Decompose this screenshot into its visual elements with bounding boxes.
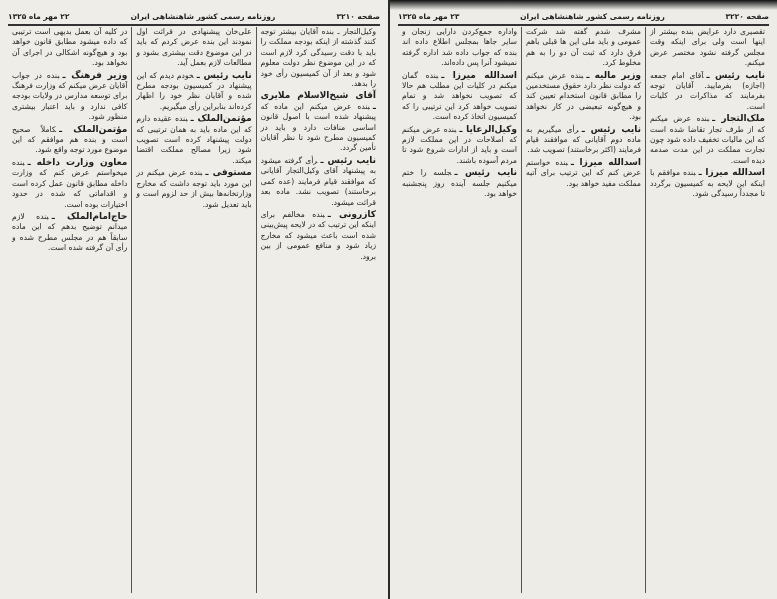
speaker-name: نایب رئیس ـ	[320, 155, 377, 166]
paragraph	[402, 71, 517, 123]
speaker-name: اسدالله میرزا ـ	[698, 168, 765, 179]
paragraph-text: وکیل‌التجار ـ بنده آقایان بیشتر توجه کنند گذشته از اینکه بودجه مملکت را باید با دقت رسیدگی کرد لازم است که در این موضوع نظر دولت معلوم شود و بعد از آن کمیسیون رأی خود را بدهد.	[260, 27, 376, 89]
masthead: روزنامه رسمی کشور شاهنشاهی ایران	[130, 11, 276, 21]
paragraph	[12, 212, 127, 254]
speaker-name: معاون وزارت داخله ـ	[27, 157, 128, 168]
speaker-name: نایب رئیس ـ	[581, 124, 641, 135]
text-column	[8, 27, 131, 593]
page-number: صفحه ۳۲۱۰	[336, 11, 380, 21]
text-columns	[8, 27, 380, 593]
speaker-name: کازرونی ـ	[327, 209, 377, 220]
text-column	[131, 27, 255, 593]
paragraph	[650, 114, 765, 166]
paragraph	[526, 125, 641, 156]
speaker-name: مستوفی ـ	[205, 168, 252, 179]
paragraph	[261, 27, 376, 89]
paragraph	[136, 27, 251, 69]
paragraph-text: بنده عرض میکنم این ماده که پیشنهاد شده است با اصول قانون اساسی منافات دارد و باید در کمیسیون مطرح شود تا نظر آقایان تأمین گردد.	[260, 101, 376, 153]
paragraph-text: آقای امام جمعه (اجازه) بفرمایید. آقایان توجه بفرمایند که مذاکرات در کلیات است.	[650, 70, 765, 111]
speaker-name: مؤتمن‌الملک ـ	[190, 114, 252, 125]
paragraph-text: بنده عقیده دارم که این ماده باید به همان ترتیبی که دولت پیشنهاد کرده است تصویب شود زیرا مصالح مملکت اقتضا میکند.	[136, 114, 252, 165]
paragraph	[12, 27, 127, 69]
paragraph-text: کاملاً صحیح است و بنده هم موافقم که این موضوع مورد توجه واقع شود.	[12, 124, 128, 155]
paragraph-text: واداره جمع‌کردن دارایی زنجان و سایر جاها بمجلس اطلاع داده اند بنده که جواب داده شد اداره گرفته نمیشود آنرا پس داده‌اند.	[402, 27, 517, 68]
paragraph-text: بنده گمان میکنم در کلیات این مطلب هم حالا که تصویب نخواهد شد و تمام تصویب خواهد کرد این ترتیبی را که کمیسیون اتخاذ کرده است.	[402, 70, 517, 122]
paragraph	[402, 168, 517, 199]
speaker-name: اسدالله میرزا ـ	[570, 157, 641, 168]
page-header	[398, 8, 769, 26]
speaker-name: مؤتمن‌الملک ـ	[59, 124, 128, 135]
paragraph-text: بنده مخالفم برای اینکه این ترتیب که در لایحه پیش‌بینی شده است باعث میشود که مخارج زیاد شود و منافع عمومی از بین برود.	[260, 209, 376, 261]
speaker-name: وزیر فرهنگ ـ	[62, 70, 128, 81]
speaker-name: نایب رئیس ـ	[454, 168, 517, 179]
paragraph-text: رأی میگیریم به ماده دوم آقایانی که موافقند قیام فرمایند (اکثر برخاستند) تصویب شد.	[526, 124, 641, 155]
paragraph	[402, 125, 517, 167]
paragraph-text: رأی گرفته میشود به پیشنهاد آقای وکیل‌التجار آقایانی که موافقند قیام فرمایند (عده کمی برخاستند) تصویب نشد. ماده بعد قرائت میشود.	[260, 155, 376, 207]
paragraph	[402, 27, 517, 69]
paragraph	[261, 210, 376, 262]
paragraph-text: بنده عرض میکنم که اصلاحات در این مملکت لازم است و باید از ادارات شروع شود تا مردم آسوده باشند.	[402, 124, 517, 165]
paragraph-text: بنده عرض میکنم که از طرف تجار تقاضا شده است که این مالیات تخفیف داده شود چون تجارت مملکت در این مدت صدمه دیده است.	[650, 114, 765, 165]
paragraph	[650, 27, 765, 69]
paragraph-text: تقصیری دارد عرایض بنده بیشتر از اینها است ولی برای اینکه وقت مجلس گرفته نشود مختصر عرض میکنم.	[650, 27, 765, 68]
speaker-name: اسدالله میرزا ـ	[441, 70, 518, 81]
text-columns	[398, 27, 769, 593]
right-page	[390, 0, 777, 599]
paragraph	[261, 156, 376, 208]
text-column	[398, 27, 521, 593]
paragraph-text: جلسه را ختم میکنیم جلسه آینده روز پنجشنبه خواهد بود.	[402, 168, 517, 199]
paragraph	[136, 71, 251, 113]
speaker-name: نایب رئیس ـ	[196, 70, 252, 81]
text-column	[645, 27, 769, 593]
text-column	[256, 27, 380, 593]
paragraph	[526, 158, 641, 189]
masthead: روزنامه رسمی کشور شاهنشاهی ایران	[520, 11, 665, 21]
paragraph-text: خودم دیدم که این پیشنهاد در کمیسیون بودجه مطرح شده و آقایان نظر خود را اظهار کرده‌اند بنابراین رأی میگیریم.	[136, 70, 252, 111]
left-page	[0, 0, 388, 599]
paragraph	[12, 125, 127, 156]
paragraph	[12, 158, 127, 210]
speaker-name: آقای شیخ‌الاسلام ملایری ـ	[260, 91, 376, 112]
paragraph-text: بنده عرض میکنم که دولت نظر دارد حقوق مستخدمین را مطابق قانون استخدام تعیین کند و هیچ‌گونه تبعیضی در کار نخواهد بود.	[526, 70, 641, 122]
speaker-name: نایب رئیس ـ	[706, 70, 766, 81]
speaker-name: وزیر مالیه ـ	[586, 70, 641, 81]
speaker-name: ملک‌التجار ـ	[712, 114, 765, 125]
paragraph-text: علی‌خان پیشنهادی در قرائت اول نمودند این بنده عرض کردم که باید در این موضوع دقت بیشتری بشود و مطالعات لازم بعمل آید.	[136, 27, 252, 68]
issue-date: ۲۲ مهر ماه ۱۳۲۵	[8, 11, 70, 21]
paragraph-text: بنده موافقم با اینکه این لایحه به کمیسیون برگردد تا مجدداً رسیدگی شود.	[650, 168, 765, 199]
paragraph-text: مشرف شدم گفته شد شرکت عمومی و باید ملی این ها قبلی باهم فرق دارد که ثبت آن دو را به هم مخلوط کرد.	[526, 27, 641, 68]
paragraph-text: بنده میخواستم عرض کنم که وزارت داخله مطابق قانون عمل کرده است و اقداماتی که شده در حدود اختیارات بوده است.	[12, 157, 128, 209]
paragraph	[136, 114, 251, 166]
paragraph	[526, 27, 641, 69]
speaker-name: وکیل‌الرعایا ـ	[459, 124, 517, 135]
paragraph	[12, 71, 127, 123]
paragraph	[650, 71, 765, 113]
paragraph-text: بنده خواستم عرض کنم که این ترتیب برای آتیه مملکت مفید خواهد بود.	[526, 157, 641, 188]
speaker-name: حاج‌امام‌الملک ـ	[51, 211, 128, 222]
text-column	[521, 27, 645, 593]
paragraph-text: بنده لازم میدانم توضیح بدهم که این ماده سابقاً هم در مجلس مطرح شده و رأی آن گرفته شده است.	[12, 211, 128, 253]
paragraph	[136, 168, 251, 210]
paragraph-text: بنده عرض میکنم در این مورد باید توجه داشت که مخارج وزارتخانه‌ها بیش از حد لزوم است و باید تعدیل شود.	[136, 168, 252, 209]
issue-date: ۲۳ مهر ماه ۱۳۲۵	[398, 11, 460, 21]
paragraph	[261, 91, 376, 153]
page-number: صفحه ۳۲۲۰	[725, 11, 769, 21]
paragraph-text: بنده در جواب آقایان عرض میکنم که وزارت فرهنگ برای توسعه مدارس در ولایات بودجه کافی ندارد و باید اعتبار بیشتری منظور شود.	[12, 70, 128, 122]
paragraph	[650, 168, 765, 199]
page-header	[8, 8, 380, 26]
paragraph	[526, 71, 641, 123]
paragraph-text: در کلیه آن بعمل بدیهی است ترتیبی که داده میشود مطابق قانون خواهد بود و هیچ‌گونه اشکالی در اجرای آن نخواهد بود.	[12, 27, 128, 68]
